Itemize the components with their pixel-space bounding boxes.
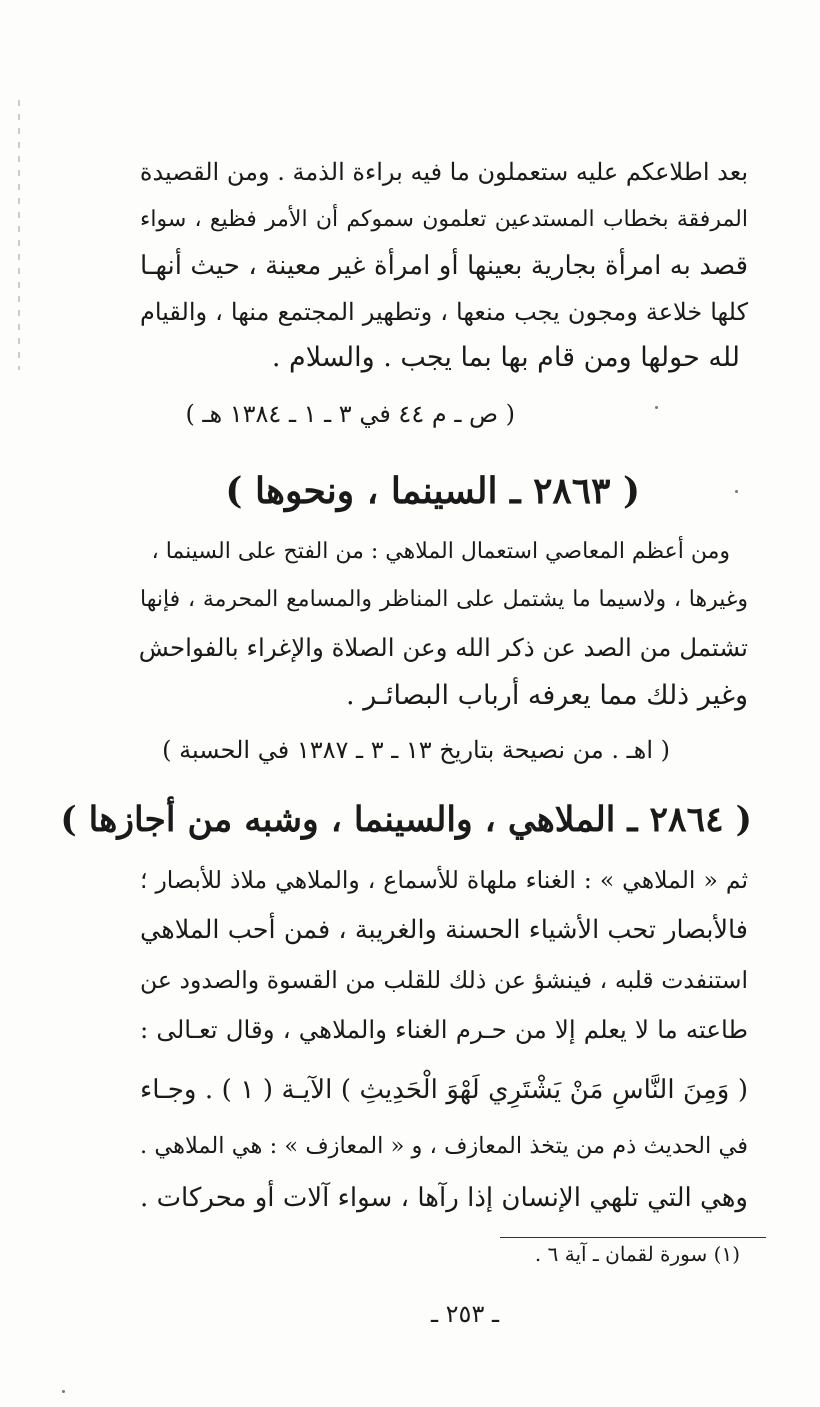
scan-speck bbox=[655, 406, 658, 409]
text-line: فالأبصار تحب الأشياء الحسنة والغريبة ، فمن أحب الملاهي bbox=[140, 915, 748, 945]
page-number: ـ ٢٥٣ ـ bbox=[430, 1300, 499, 1328]
scan-edge-marks bbox=[18, 100, 20, 370]
text-line: وغيرها ، ولاسيما ما يشتمل على المناظر والمسامع المحرمة ، فإنها bbox=[140, 587, 748, 612]
text-line: لله حولها ومن قام بها بما يجب . والسلام . bbox=[271, 342, 740, 373]
text-line: بعد اطلاعكم عليه ستعملون ما فيه براءة الذمة . ومن القصيدة bbox=[139, 158, 748, 186]
text-line: كلها خلاعة ومجون يجب منعها ، وتطهير المجتمع منها ، والقيام bbox=[140, 298, 748, 326]
source-citation: ( ص ـ م ٤٤ في ٣ ـ ١ ـ ١٣٨٤ هـ ) bbox=[185, 400, 515, 428]
scan-speck bbox=[735, 490, 738, 493]
text-line: طاعته ما لا يعلم إلا من حـرم الغناء والملاهي ، وقال تعـالى : bbox=[140, 1015, 748, 1044]
text-line: في الحديث ذم من يتخذ المعازف ، و « المعازف » : هي الملاهي . bbox=[140, 1133, 748, 1159]
text-line: قصد به امرأة بجارية بعينها أو امرأة غير معينة ، حيث أنهـا bbox=[140, 251, 748, 281]
text-line: وغير ذلك مما يعرفه أرباب البصائـر . bbox=[346, 680, 748, 711]
section-heading: ( ٢٨٦٣ ـ السينما ، ونحوها ) bbox=[225, 470, 640, 512]
text-line: ( وَمِنَ النَّاسِ مَنْ يَشْتَرِي لَهْوَ الْحَدِيثِ ) الآيـة ( ١ ) . وجـاء bbox=[140, 1075, 748, 1105]
section-heading: ( ٢٨٦٤ ـ الملاهي ، والسينما ، وشبه من أجازها ) bbox=[60, 800, 752, 840]
footnote: (١) سورة لقمان ـ آية ٦ . bbox=[534, 1242, 740, 1266]
scan-speck bbox=[62, 1390, 65, 1393]
text-line: وهي التي تلهي الإنسان إذا رآها ، سواء آلات أو محركات . bbox=[140, 1183, 748, 1213]
text-line: ومن أعظم المعاصي استعمال الملاهي : من الفتح على السينما ، bbox=[151, 539, 730, 564]
text-line: تشتمل من الصد عن ذكر الله وعن الصلاة والإغراء بالفواحش bbox=[138, 633, 748, 662]
text-line: ثم « الملاهي » : الغناء ملهاة للأسماع ، والملاهي ملاذ للأبصار ؛ bbox=[140, 866, 748, 894]
source-citation: ( اهـ . من نصيحة بتاريخ ١٣ ـ ٣ ـ ١٣٨٧ في الحسبة ) bbox=[162, 736, 670, 764]
footnote-rule bbox=[500, 1237, 766, 1238]
text-line: المرفقة بخطاب المستدعين تعلمون سموكم أن الأمر فظيع ، سواء bbox=[140, 207, 748, 232]
text-line: استنفدت قلبه ، فينشؤ عن ذلك للقلب من القسوة والصدود عن bbox=[140, 966, 748, 994]
